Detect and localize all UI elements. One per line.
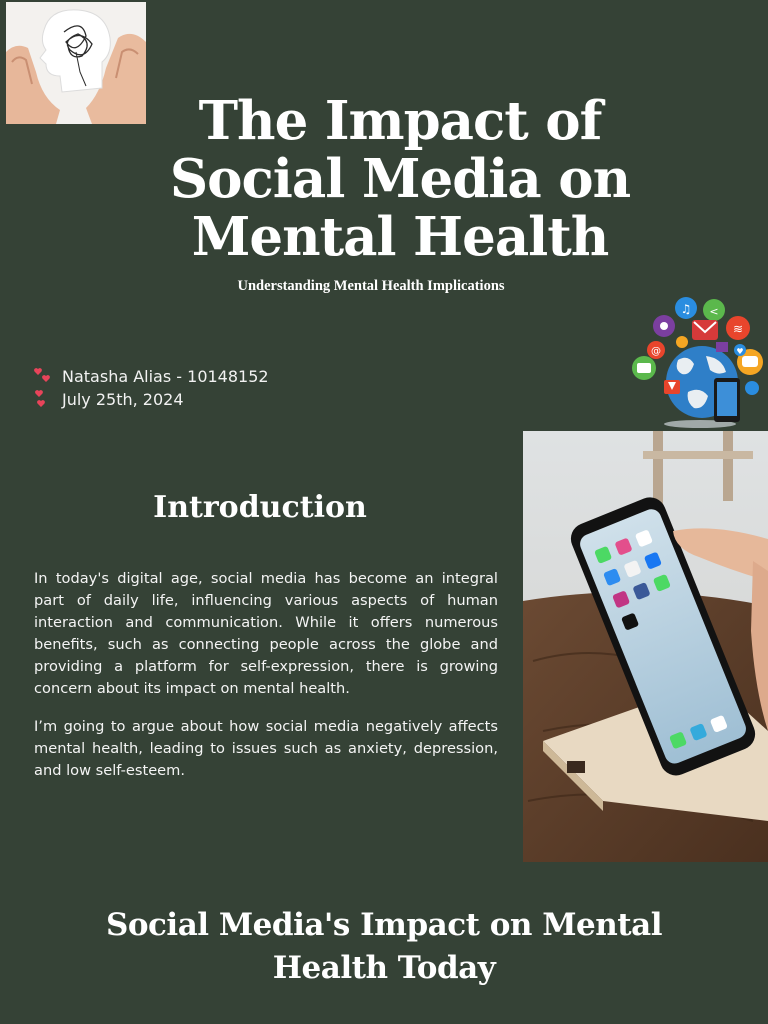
section-heading-line-1: Social Media's Impact on Mental: [105, 907, 662, 943]
author-name: Natasha Alias - 10148152: [62, 367, 269, 386]
introduction-body: [34, 568, 498, 798]
social-globe-icon: [628, 296, 768, 432]
smartphone-photo: [523, 431, 768, 862]
title-line-2: Social Media on: [169, 148, 631, 210]
author-date-line: [32, 388, 332, 411]
svg-text:@: @: [651, 346, 661, 357]
introduction-paragraph-1: In today's digital age, social media has become an integral part of daily life, influencing various aspects of human interaction and communication. While it offers numerous benefits, such as connecting people across the globe and providing a platform for self-expression, there is growing concern about its impact on mental health.: [34, 570, 498, 697]
svg-text:♥: ♥: [736, 347, 744, 356]
page-title: [130, 92, 670, 266]
hands-holding-head-illustration: [6, 2, 146, 124]
section-heading-line-2: Health Today: [272, 950, 496, 986]
svg-text:≋: ≋: [732, 322, 744, 336]
introduction-paragraph-2: I’m going to argue about how social media negatively affects mental health, leading to issues such as anxiety, depression, and low self-esteem.: [34, 718, 498, 779]
title-line-1: The Impact of: [198, 90, 602, 152]
author-date: July 25th, 2024: [62, 390, 184, 409]
author-info: [32, 365, 332, 411]
svg-text:<: <: [709, 305, 719, 318]
heart-icon: [32, 389, 54, 411]
author-name-line: [32, 365, 332, 388]
title-line-3: Mental Health: [191, 206, 609, 268]
page-subtitle: Understanding Mental Health Implications: [237, 278, 505, 294]
heart-icon: [32, 366, 54, 388]
section-heading: [84, 904, 684, 990]
introduction-heading: Introduction: [153, 490, 367, 525]
svg-text:♫: ♫: [680, 302, 692, 316]
